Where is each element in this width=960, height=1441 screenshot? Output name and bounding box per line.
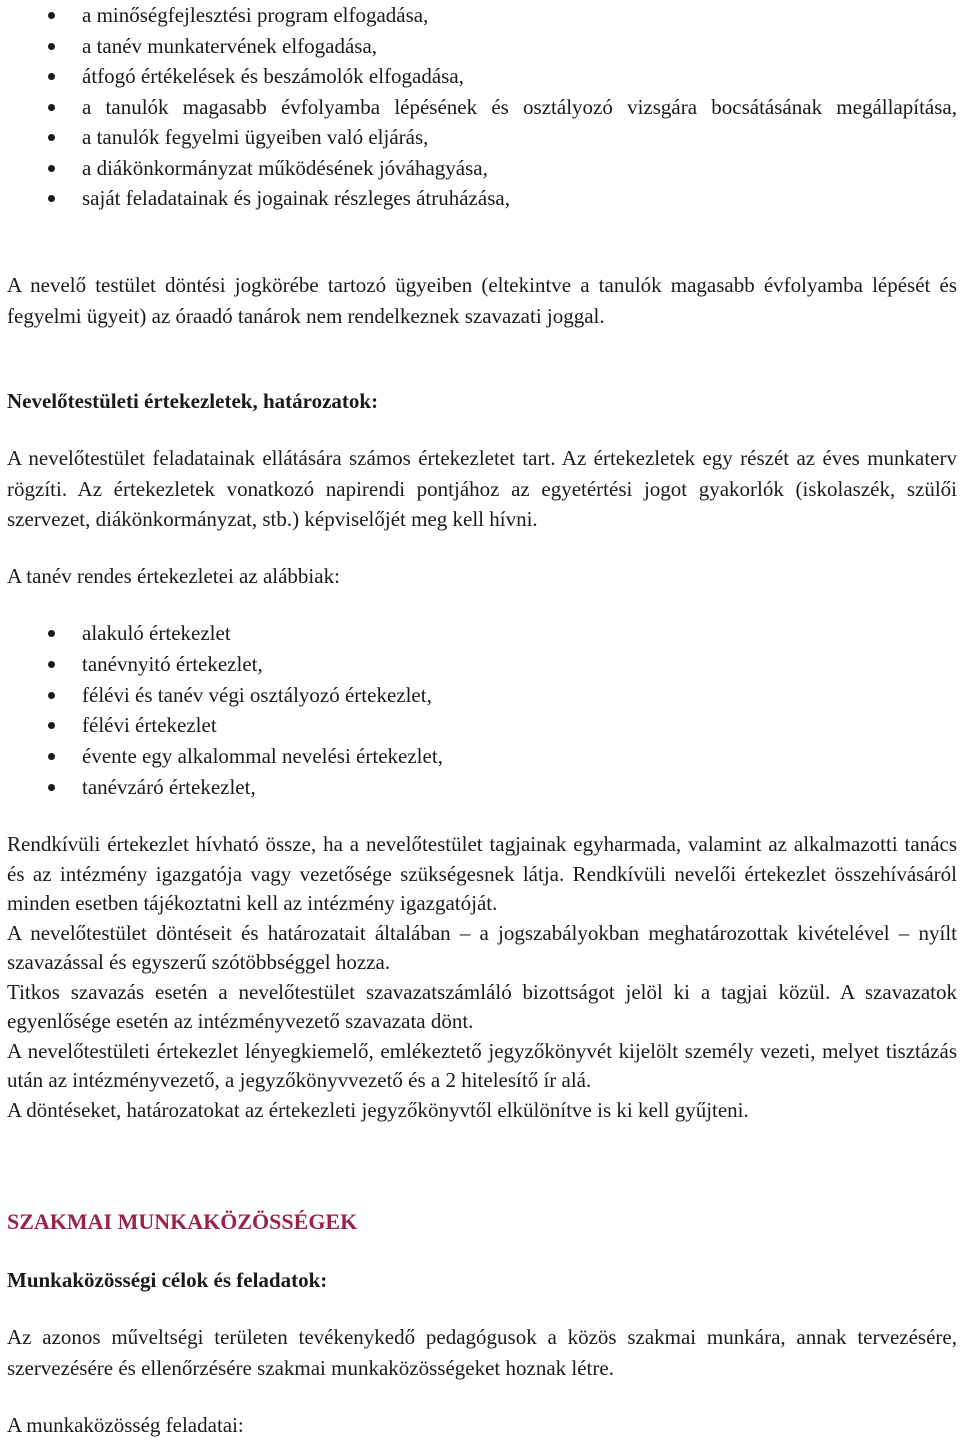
list-item: évente egy alkalommal nevelési értekezlet, [7, 741, 957, 772]
section-heading-professional-teams: SZAKMAI MUNKAKÖZÖSSÉGEK [7, 1209, 358, 1234]
list-item: a diákönkormányzat működésének jóváhagyása, [7, 153, 957, 184]
list-item: a tanév munkatervének elfogadása, [7, 31, 957, 62]
paragraph-minutes: A nevelőtestületi értekezlet lényegkiemelő, emlékeztető jegyzőkönyvét kijelölt személy vezeti, melyet tisztázás után az intézményvezető, a jegyzőkönyvvezető és a 2 hitelesítő ír alá. [7, 1038, 957, 1092]
list-item: a tanulók magasabb évfolyamba lépésének és osztályozó vizsgára bocsátásának megállapítása, [7, 92, 957, 123]
meeting-rules-block [7, 830, 957, 1125]
section-heading-meetings: Nevelőtestületi értekezletek, határozatok: [7, 389, 379, 413]
list-item: félévi értekezlet [7, 710, 957, 741]
paragraph-regular-meetings: A tanév rendes értekezletei az alábbiak: [7, 564, 340, 588]
paragraph-collection: A döntéseket, határozatokat az értekezleti jegyzőkönyvtől elkülönítve is ki kell gyűjteni. [7, 1097, 749, 1122]
list-item: tanévzáró értekezlet, [7, 772, 957, 803]
list-item: alakuló értekezlet [7, 618, 957, 649]
subsection-heading-goals: Munkaközösségi célok és feladatok: [7, 1268, 328, 1292]
list-item: saját feladatainak és jogainak részleges átruházása, [7, 183, 957, 214]
paragraph-extraordinary-meeting: Rendkívüli értekezlet hívható össze, ha a nevelőtestület tagjainak egyharmada, valamint az alkalmazotti tanács és az intézmény igazgatója vagy vezetősége szükségesnek látja. Rendkívüli nevelői értekezlet összehívásáról minden esetben tájékoztatni kell az intézmény igazgatóját. [7, 832, 957, 915]
paragraph-meetings: A nevelőtestület feladatainak ellátására számos értekezletet tart. Az értekezletek egy részét az éves munkaterv rögzíti. Az értekezletek vonatkozó napirendi pontjához az egyetértési jogot gyakorlók (iskolaszék, szülői szervezet, diákönkormányzat, stb.) képviselőjét meg kell hívni. [7, 446, 957, 531]
paragraph-secret-vote: Titkos szavazás esetén a nevelőtestület szavazatszámláló bizottságot jelöl ki a tagjai közül. A szavazatok egyenlősége esetén az intézményvezető szavazata dönt. [7, 979, 957, 1033]
paragraph-teams: Az azonos műveltségi területen tevékenykedő pedagógusok a közös szakmai munkára, annak tervezésére, szervezésére és ellenőrzésére szakmai munkaközösségeket hoznak létre. [7, 1325, 957, 1380]
paragraph-voting-rights: A nevelő testület döntési jogkörébe tartozó ügyeiben (eltekintve a tanulók magasabb évfolyamba lépését és fegyelmi ügyeit) az óraadó tanárok nem rendelkeznek szavazati joggal. [7, 273, 957, 328]
list-item: tanévnyitó értekezlet, [7, 649, 957, 680]
list-item: a tanulók fegyelmi ügyeiben való eljárás, [7, 122, 957, 153]
list-item: átfogó értékelések és beszámolók elfogadása, [7, 61, 957, 92]
paragraph-team-tasks: A munkaközösség feladatai: [7, 1413, 244, 1437]
decision-rights-list [7, 0, 957, 214]
list-item: félévi és tanév végi osztályozó értekezlet, [7, 680, 957, 711]
regular-meetings-list [7, 618, 957, 803]
list-item: a minőségfejlesztési program elfogadása, [7, 0, 957, 31]
paragraph-decisions: A nevelőtestület döntéseit és határozatait általában – a jogszabályokban meghatározottak kivételével – nyílt szavazással és egyszerű szótöbbséggel hozza. [7, 920, 957, 974]
